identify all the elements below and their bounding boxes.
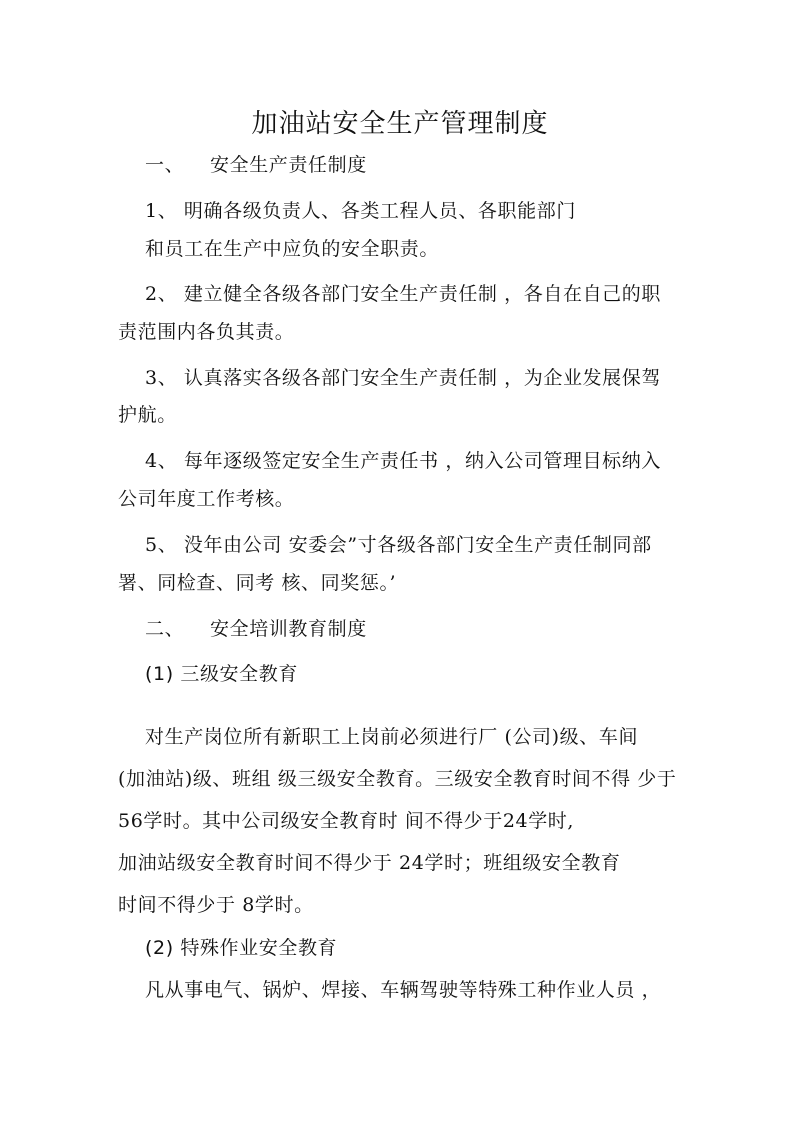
item-3-line-1: 3、 认真落实各级各部门安全生产责任制 ，为企业发展保驾 [145,367,661,389]
page-title: 加油站安全生产管理制度 [251,109,549,139]
section-2-heading: 安全培训教育制度 [210,618,367,640]
item-3-line-2: 护航。 [118,404,177,426]
subsection-1-line-4: 加油站级安全教育时间不得少于 24学时；班组级安全教育 [118,852,621,874]
item-2-line-1: 2、 建立健全各级各部门安全生产责任制 ，各自在自己的职 [145,283,661,305]
subsection-1-line-3: 56学时。其中公司级安全教育时 间不得少于24学时, [118,810,575,832]
item-1-line-2: 和员工在生产中应负的安全职责。 [145,238,440,260]
section-1-heading: 安全生产责任制度 [210,154,367,176]
item-4-line-2: 公司年度工作考核。 [118,488,295,510]
item-5-line-2: 署、同检查、同考 核、同奖惩。’ [118,572,397,594]
subsection-1-line-1: 对生产岗位所有新职工上岗前必须进行厂 (公司)级、车间 [145,726,639,748]
subsection-1-line-5: 时间不得少于 8学时。 [118,894,314,916]
subsection-1-label: (1) 三级安全教育 [145,663,298,685]
subsection-2-label: (2) 特殊作业安全教育 [145,937,338,959]
section-1-number: 一、 [145,154,185,176]
item-5-line-1: 5、 没年由公司 安委会”寸各级各部门安全生产责任制同部 [145,534,652,556]
item-4-line-1: 4、 每年逐级签定安全生产责任书 ，纳入公司管理目标纳入 [145,450,661,472]
subsection-2-line-1: 凡从事电气、锅炉、焊接、车辆驾驶等特殊工种作业人员 ， [145,979,662,1001]
section-2-number: 二、 [145,618,185,640]
item-2-line-2: 责范围内各负其责。 [118,321,295,343]
item-1-line-1: 1、 明确各级负责人、各类工程人员、各职能部门 [145,200,576,222]
subsection-1-line-2: (加油站)级、班组 级三级安全教育。三级安全教育时间不得 少于 [118,768,677,790]
